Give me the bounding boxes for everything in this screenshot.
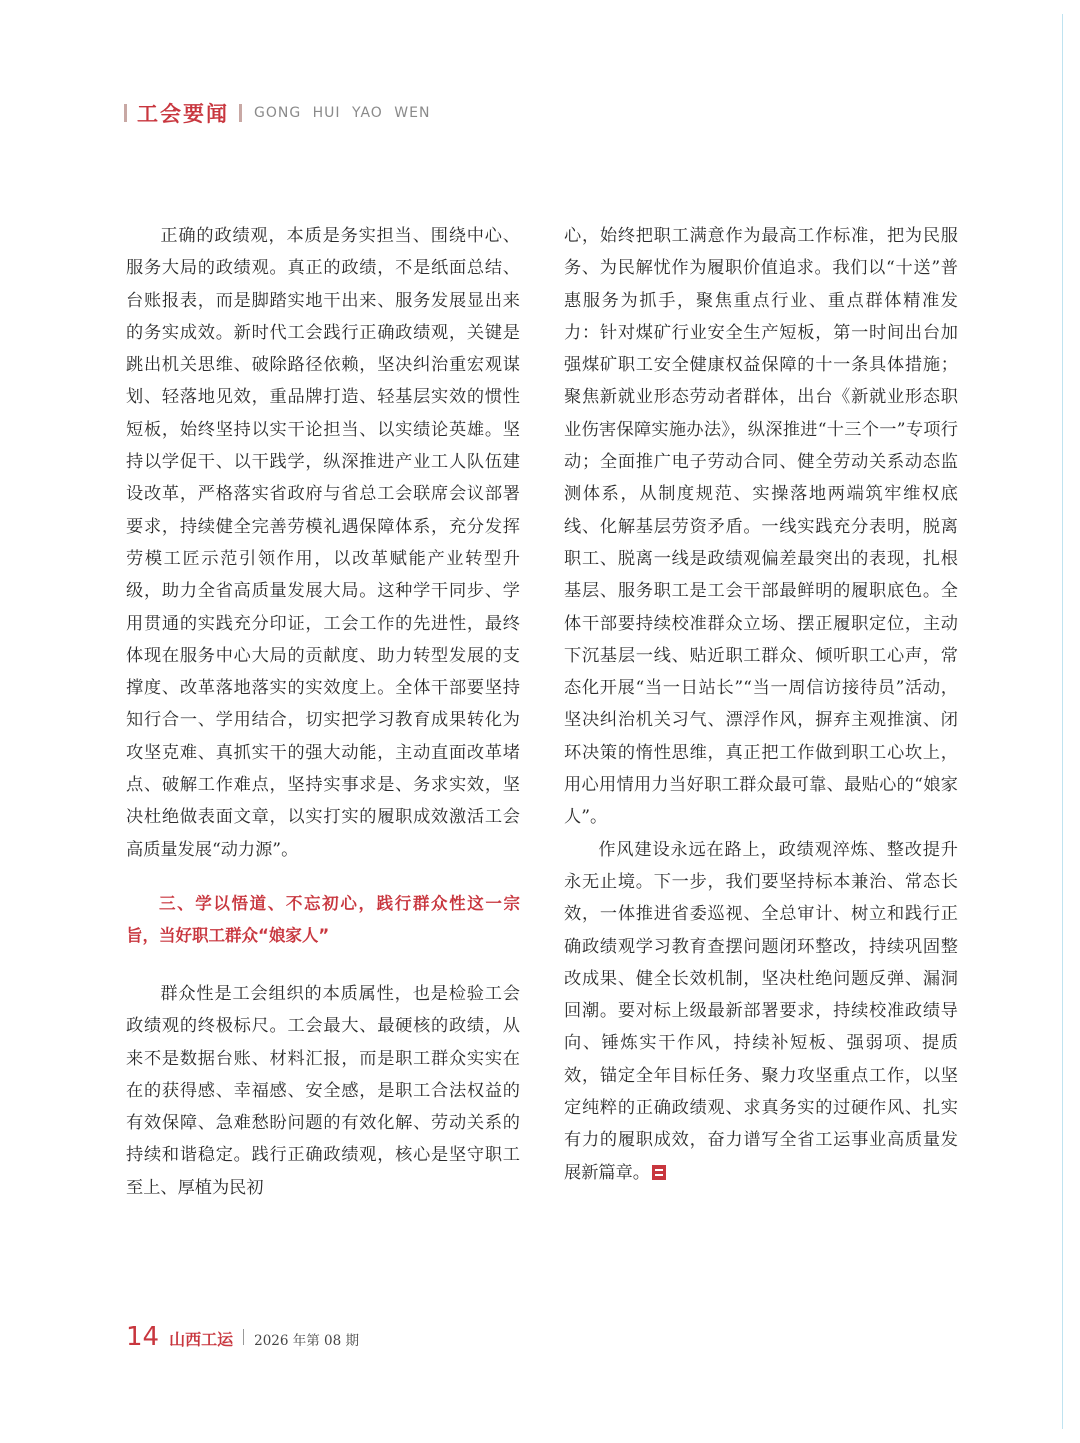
paragraph — [564, 834, 958, 1189]
section-pinyin: GONG HUI YAO WEN — [254, 105, 431, 121]
page-number: 14 — [126, 1322, 160, 1352]
right-column — [564, 220, 958, 1189]
page-edge-line — [1062, 14, 1063, 1429]
footer-divider — [243, 1329, 244, 1345]
header-bar-right — [239, 104, 242, 122]
section-title: 工会要闻 — [137, 102, 229, 126]
closing-paragraph-text: 作风建设永远在路上，政绩观淬炼、整改提升永无止境。下一步，我们要坚持标本兼治、常态长效，一体推进省委巡视、全总审计、树立和践行正确政绩观学习教育查摆问题闭环整改，持续巩固整改成果、健全长效机制，坚决杜绝问题反弹、漏洞回潮。要对标上级最新部署要求，持续校准政绩导向、锤炼实干作风，持续补短板、强弱项、提质效，锚定全年目标任务、聚力攻坚重点工作，以坚定纯粹的正确政绩观、求真务实的过硬作风、扎实有力的履职成效，奋力谱写全省工运事业高质量发展新篇章。 — [564, 839, 958, 1183]
paragraph: 正确的政绩观，本质是务实担当、围绕中心、服务大局的政绩观。真正的政绩，不是纸面总结、台账报表，而是脚踏实地干出来、服务发展显出来的务实成效。新时代工会践行正确政绩观，关键是跳出机关思维、破除路径依赖，坚决纠治重宏观谋划、轻落地见效，重品牌打造、轻基层实效的惯性短板，始终坚持以实干论担当、以实绩论英雄。坚持以学促干、以干践学，纵深推进产业工人队伍建设改革，严格落实省政府与省总工会联席会议部署要求，持续健全完善劳模礼遇保障体系，充分发挥劳模工匠示范引领作用，以改革赋能产业转型升级，助力全省高质量发展大局。这种学干同步、学用贯通的实践充分印证，工会工作的先进性，最终体现在服务中心大局的贡献度、助力转型发展的支撑度、改革落地落实的实效度上。全体干部要坚持知行合一、学用结合，切实把学习教育成果转化为攻坚克难、真抓实干的强大动能，主动直面改革堵点、破解工作难点，坚持实事求是、务求实效，坚决杜绝做表面文章，以实打实的履职成效激活工会高质量发展“动力源”。 — [126, 226, 520, 860]
section-heading: 三、学以悟道、不忘初心，践行群众性这一宗旨，当好职工群众“娘家人” — [126, 893, 520, 945]
end-mark-icon — [652, 1165, 666, 1180]
section-header — [124, 96, 430, 130]
left-column — [126, 220, 520, 1204]
paragraph: 群众性是工会组织的本质属性，也是检验工会政绩观的终极标尺。工会最大、最硬核的政绩，从来不是数据台账、材料汇报，而是职工群众实实在在的获得感、幸福感、安全感，是职工合法权益的有效保障、急难愁盼问题的有效化解、劳动关系的持续和谐稳定。践行正确政绩观，核心是坚守职工至上、厚植为民初 — [126, 983, 520, 1198]
issue-label: 2026 年第 08 期 — [254, 1333, 360, 1349]
header-bar-left — [124, 104, 127, 122]
magazine-name: 山西工运 — [169, 1330, 234, 1349]
paragraph: 心，始终把职工满意作为最高工作标准，把为民服务、为民解忧作为履职价值追求。我们以“十送”普惠服务为抓手，聚焦重点行业、重点群体精准发力：针对煤矿行业安全生产短板，第一时间出台加强煤矿职工安全健康权益保障的十一条具体措施；聚焦新就业形态劳动者群体，出台《新就业形态职业伤害保障实施办法》，纵深推进“十三个一”专项行动；全面推广电子劳动合同、健全劳动关系动态监测体系，从制度规范、实操落地两端筑牢维权底线、化解基层劳资矛盾。一线实践充分表明，脱离职工、脱离一线是政绩观偏差最突出的表现，扎根基层、服务职工是工会干部最鲜明的履职底色。全体干部要持续校准群众立场、摆正履职定位，主动下沉基层一线、贴近职工群众、倾听职工心声，常态化开展“当一日站长”“当一周信访接待员”活动，坚决纠治机关习气、漂浮作风，摒弃主观推演、闭环决策的惰性思维，真正把工作做到职工心坎上，用心用情用力当好职工群众最可靠、最贴心的“娘家人”。 — [564, 226, 958, 828]
page-footer — [126, 1322, 359, 1352]
